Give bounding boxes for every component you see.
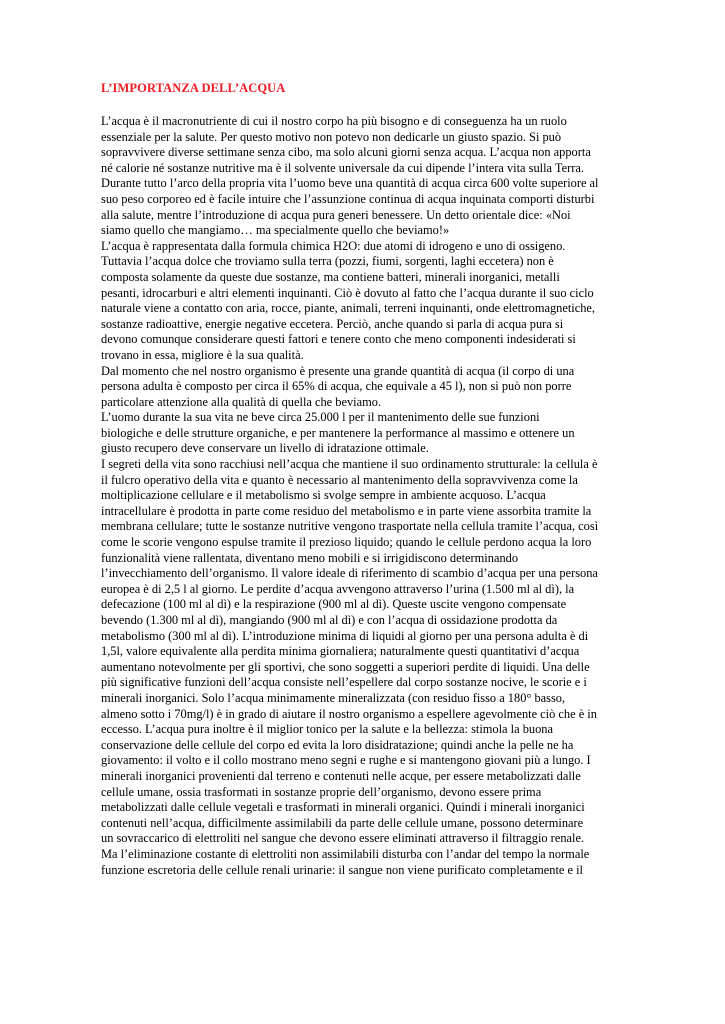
text-line: giovamento: il volto e il collo mostrano meno segni e rughe e si mantengono giovani più a lungo. I bbox=[101, 753, 591, 768]
text-line: particolare attenzione alla qualità di quella che beviamo. bbox=[101, 394, 382, 409]
text-line: aumentano notevolmente per gli sportivi, che sono soggetti a superiori perdite di liquidi. Una delle bbox=[101, 659, 590, 674]
text-line: cellule umane, ossia trasformati in sostanze proprie dell’organismo, devono essere prima bbox=[101, 784, 542, 799]
text-line: funzione escretoria delle cellule renali urinarie: il sangue non viene purificato completamente e il bbox=[101, 862, 583, 877]
text-line: funzionalità viene rallentata, diventano meno mobili e si irrigidiscono determinando bbox=[101, 550, 519, 565]
text-line: giusto recupero deve conservare un livello di idratazione ottimale. bbox=[101, 441, 429, 456]
text-line: europea è di 2,5 l al giorno. Le perdite d’acqua avvengono attraverso l’urina (1.500 ml al dì), la bbox=[101, 581, 575, 596]
text-line: almeno sotto i 70mg/l) è in grado di aiutare il nostro organismo a espellere agevolmente ciò che è in bbox=[101, 706, 597, 721]
text-line: pesanti, idrocarburi e altri elementi inquinanti. Ciò è dovuto al fatto che l’acqua durante il suo ciclo bbox=[101, 285, 594, 300]
text-line: alla salute, mentre l’introduzione di acqua pura generi benessere. Un detto orientale dice: «Noi bbox=[101, 207, 571, 222]
text-line: minerali inorganici provenienti dal terreno e contenuti nelle acque, per essere metabolizzati dalle bbox=[101, 768, 581, 783]
text-line: moltiplicazione cellulare e il metabolismo si svolge sempre in ambiente acquoso. L’acqua bbox=[101, 488, 546, 503]
text-line: biologiche e delle strutture organiche, e per mantenere la performance al massimo e ottenere un bbox=[101, 425, 575, 440]
paragraph bbox=[101, 364, 617, 411]
text-line: I segreti della vita sono racchiusi nell’acqua che mantiene il suo ordinamento strutturale: la cellula è bbox=[101, 457, 598, 472]
text-line: essenziale per la salute. Per questo motivo non potevo non dedicarle un giusto spazio. Si può bbox=[101, 129, 562, 144]
paragraph bbox=[101, 114, 617, 239]
text-line: L’acqua è rappresentata dalla formula chimica H2O: due atomi di idrogeno e uno di ossigeno. bbox=[101, 238, 566, 253]
text-line: Dal momento che nel nostro organismo è presente una grande quantità di acqua (il corpo di una bbox=[101, 363, 575, 378]
text-line: intracellulare è prodotta in parte come residuo del metabolismo e in parte viene assorbita tramite la bbox=[101, 503, 592, 518]
text-line: Ma l’eliminazione costante di elettroliti non assimilabili disturba con l’andar del tempo la normale bbox=[101, 846, 590, 861]
text-line: L’uomo durante la sua vita ne beve circa 25.000 l per il mantenimento delle sue funzioni bbox=[101, 410, 540, 425]
text-line: conservazione delle cellule del corpo ed evita la loro disidratazione; quindi anche la pelle ne ha bbox=[101, 737, 574, 752]
text-line: l’invecchiamento dell’organismo. Il valore ideale di riferimento di scambio d’acqua per una persona bbox=[101, 566, 598, 581]
text-line: il fulcro operativo della vita e quanto è necessario al mantenimento della sopravvivenza come la bbox=[101, 472, 578, 487]
text-line: Durante tutto l’arco della propria vita l’uomo beve una quantità di acqua circa 600 volte superiore al bbox=[101, 176, 599, 191]
text-line: devono comunque considerare questi fattori e tenere conto che meno componenti indesiderati si bbox=[101, 332, 576, 347]
paragraph bbox=[101, 457, 617, 878]
text-line: composta solamente da queste due sostanze, ma contiene batteri, minerali inorganici, metalli bbox=[101, 269, 560, 284]
text-line: sopravvivere diverse settimane senza cibo, ma solo alcuni giorni senza acqua. L’acqua non apporta bbox=[101, 145, 591, 160]
text-line: più significative funzioni dell’acqua consiste nell’espellere dal corpo sostanze nocive, le scorie e i bbox=[101, 675, 587, 690]
text-line: trovano in essa, migliore è la sua qualità. bbox=[101, 347, 304, 362]
text-line: suo peso corporeo ed è facile intuire che l’assunzione continua di acqua inquinata comporti disturbi bbox=[101, 191, 595, 206]
text-line: Tuttavia l’acqua dolce che troviamo sulla terra (pozzi, fiumi, sorgenti, laghi eccetera) non è bbox=[101, 254, 554, 269]
text-line: naturale viene a contatto con aria, rocce, piante, animali, terreni inquinanti, onde elettromagnetiche, bbox=[101, 301, 596, 316]
text-line: defecazione (100 ml al dì) e la respirazione (900 ml al dì). Queste uscite vengono compensate bbox=[101, 597, 567, 612]
paragraph bbox=[101, 239, 617, 364]
text-line: metabolismo (300 ml al dì). L’introduzione minima di liquidi al giorno per una persona adulta è di bbox=[101, 628, 589, 643]
text-line: membrana cellulare; tutte le sostanze nutritive vengono trasportate nella cellula tramite l’acqua, così bbox=[101, 519, 599, 534]
text-line: L’acqua è il macronutriente di cui il nostro corpo ha più bisogno e di conseguenza ha un ruolo bbox=[101, 114, 567, 128]
text-line: sostanze radioattive, energie negative eccetera. Perciò, anche quando si parla di acqua pura si bbox=[101, 316, 564, 331]
text-line: eccesso. L’acqua pura inoltre è il miglior tonico per la salute e la bellezza: stimola la buona bbox=[101, 722, 553, 737]
text-line: persona adulta è composto per circa il 65% di acqua, che equivale a 45 l), non si può non porre bbox=[101, 379, 572, 394]
text-line: siamo quello che mangiamo… ma specialmente quello che beviamo!» bbox=[101, 223, 450, 238]
text-line: minerali inorganici. Solo l’acqua minimamente mineralizzata (con residuo fisso a 180° basso, bbox=[101, 690, 566, 705]
text-line: un sovraccarico di elettroliti nel sangue che devono essere eliminati attraverso il filtraggio renale. bbox=[101, 831, 585, 846]
document-title: L’IMPORTANZA DELL’ACQUA bbox=[101, 81, 286, 95]
text-line: bevendo (1.300 ml al dì), mangiando (900 ml al dì) e con l’acqua di ossidazione prodotta da bbox=[101, 613, 558, 627]
document-body bbox=[101, 114, 617, 878]
text-line: contenuti nell’acqua, difficilmente assimilabili da parte delle cellule umane, possono determinare bbox=[101, 815, 584, 830]
text-line: come le scorie vengono espulse tramite il prezioso liquido; quando le cellule perdono acqua la loro bbox=[101, 535, 592, 550]
text-line: metabolizzati dalle cellule vegetali e trasformati in minerali organici. Quindi i minerali inorganici bbox=[101, 800, 585, 815]
text-line: né calorie né sostanze nutritive ma è il solvente universale da cui dipende l’intera vita sulla Terra. bbox=[101, 160, 584, 175]
text-line: 1,5l, valore equivalente alla perdita minima giornaliera; naturalmente questi quantitativi d’acqua bbox=[101, 644, 580, 659]
document-page bbox=[101, 80, 617, 878]
paragraph bbox=[101, 410, 617, 457]
